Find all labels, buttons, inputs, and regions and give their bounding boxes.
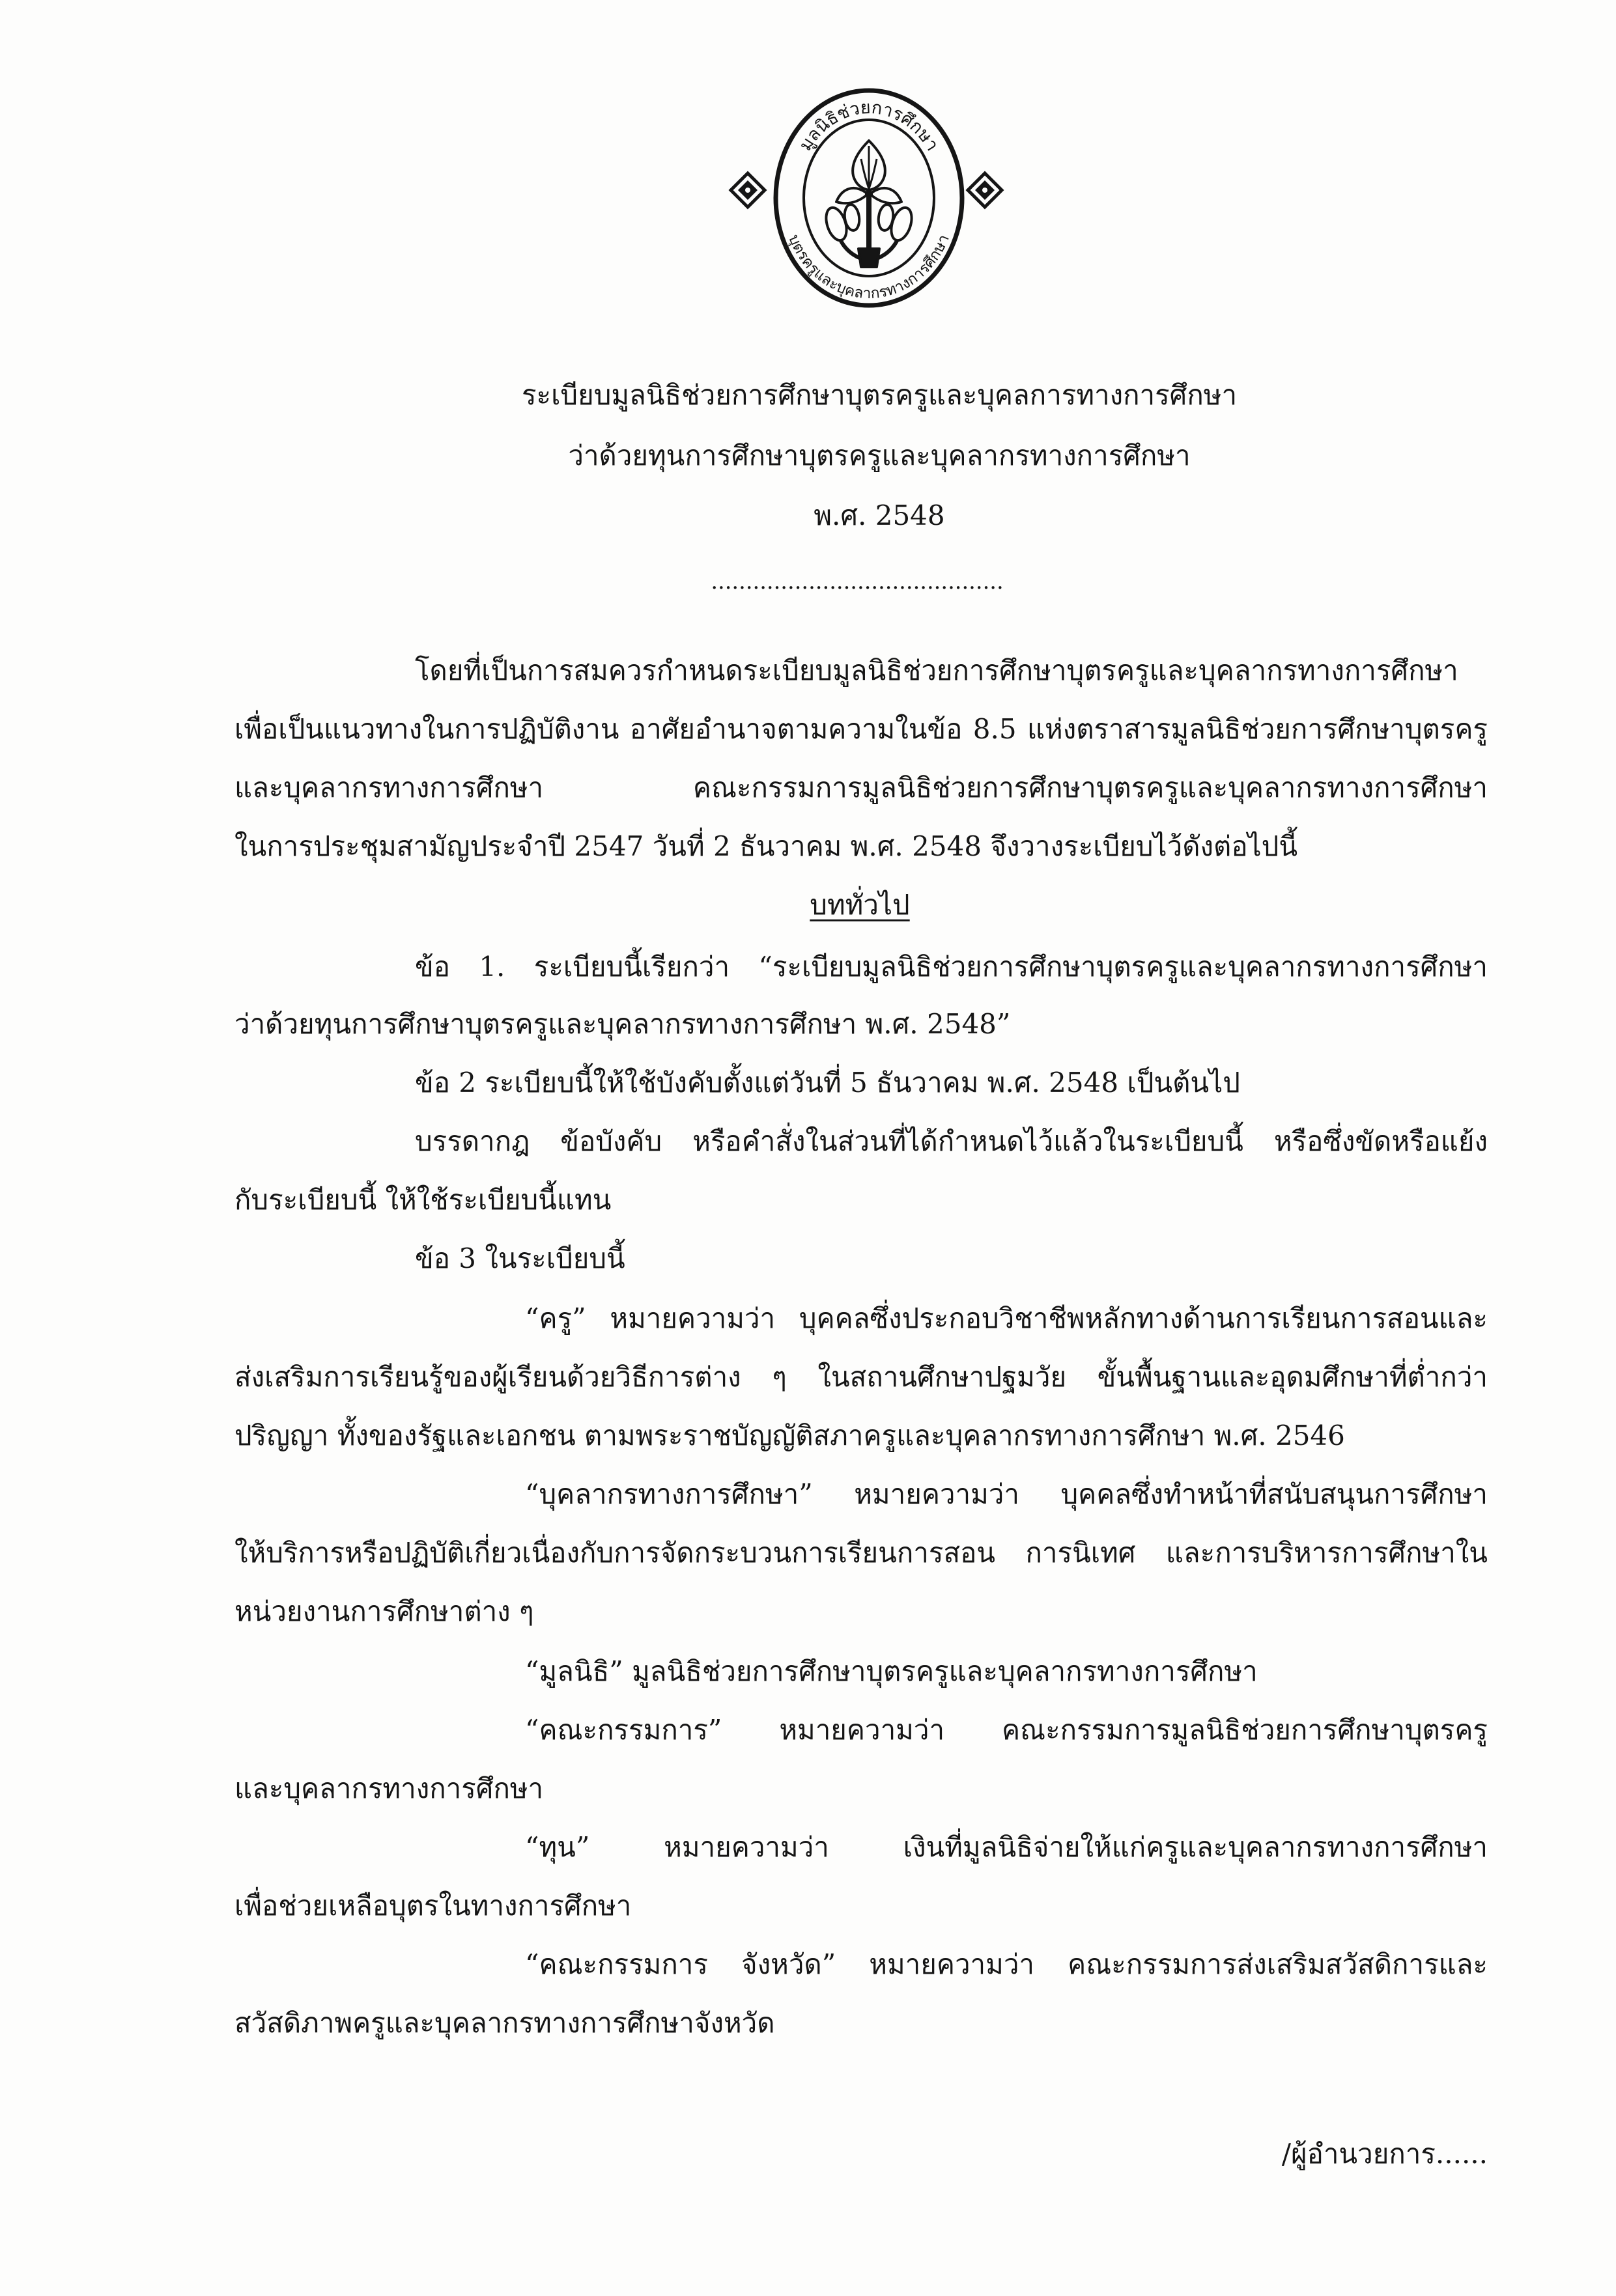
title-line-1: ระเบียบมูลนิธิช่วยการศึกษาบุตรครูและบุคลการทางการศึกษา xyxy=(521,379,1238,411)
clause-1-line: ข้อ 1. ระเบียบนี้เรียกว่า “ระเบียบมูลนิธิช่วยการศึกษาบุตรครูและบุคลากรทางการศึกษา xyxy=(415,951,1488,983)
left-ornament xyxy=(731,173,765,207)
title-line-2: ว่าด้วยทุนการศึกษาบุตรครูและบุคลากรทางการศึกษา xyxy=(568,440,1191,471)
seal-bottom-text: บุตรครูและบุคลากรทางการศึกษา xyxy=(785,232,953,303)
clause-2-line: ข้อ 2 ระเบียบนี้ให้ใช้บังคับตั้งแต่วันที่ 5 ธันวาคม พ.ศ. 2548 เป็นต้นไป xyxy=(415,1067,1240,1099)
definition-teacher-line: ปริญญา ทั้งของรัฐและเอกชน ตามพระราชบัญญัติสภาครูและบุคลากรทางการศึกษา พ.ศ. 2546 xyxy=(234,1420,1345,1451)
title-separator: .......................................... xyxy=(711,568,1004,594)
clause-1-line: ว่าด้วยทุนการศึกษาบุตรครูและบุคลากรทางการศึกษา พ.ศ. 2548” xyxy=(234,1008,1011,1040)
clause-2-line: บรรดากฎ ข้อบังคับ หรือคำสั่งในส่วนที่ได้กำหนดไว้แล้วในระเบียบนี้ หรือซึ่งขัดหรือแย้ง xyxy=(415,1125,1488,1157)
definition-personnel-line: ให้บริการหรือปฏิบัติเกี่ยวเนื่องกับการจัดกระบวนการเรียนการสอน การนิเทศ และการบริหารการศึกษาใน xyxy=(234,1537,1488,1569)
definition-personnel-line: หน่วยงานการศึกษาต่าง ๆ xyxy=(234,1595,534,1627)
clause-3-intro: ข้อ 3 ในระเบียบนี้ xyxy=(415,1242,625,1274)
preamble-line: ในการประชุมสามัญประจำปี 2547 วันที่ 2 ธันวาคม พ.ศ. 2548 จึงวางระเบียบไว้ดังต่อไปนี้ xyxy=(234,830,1298,862)
page-continuation-marker: /ผู้อำนวยการ...... xyxy=(1281,2138,1488,2170)
preamble-line: โดยที่เป็นการสมควรกำหนดระเบียบมูลนิธิช่วยการศึกษาบุตรครูและบุคลากรทางการศึกษา xyxy=(415,654,1458,686)
lotus-torch-emblem xyxy=(823,141,916,267)
definition-committee-line: “คณะกรรมการ” หมายความว่า คณะกรรมการมูลนิธิช่วยการศึกษาบุตรครู xyxy=(525,1714,1488,1746)
definition-teacher-line: ส่งเสริมการเรียนรู้ของผู้เรียนด้วยวิธีการต่าง ๆ ในสถานศึกษาปฐมวัย ขั้นพื้นฐานและอุดมศึกษาที่ต่ำกว่า xyxy=(234,1361,1488,1393)
preamble-line: เพื่อเป็นแนวทางในการปฏิบัติงาน อาศัยอำนาจตามความในข้อ 8.5 แห่งตราสารมูลนิธิช่วยการศึกษาบุตรครู xyxy=(234,713,1488,745)
preamble-line: และบุคลากรทางการศึกษา คณะกรรมการมูลนิธิช่วยการศึกษาบุตรครูและบุคลากรทางการศึกษา xyxy=(234,772,1488,804)
definition-teacher-line: “ครู” หมายความว่า บุคคลซึ่งประกอบวิชาชีพหลักทางด้านการเรียนการสอนและ xyxy=(525,1302,1488,1334)
definition-provincial-committee-line: “คณะกรรมการ จังหวัด” หมายความว่า คณะกรรมการส่งเสริมสวัสดิการและ xyxy=(525,1948,1488,1980)
right-ornament xyxy=(968,173,1002,207)
definition-provincial-committee-line: สวัสดิภาพครูและบุคลากรทางการศึกษาจังหวัด xyxy=(234,2007,775,2039)
seal-top-text: มูลนิธิช่วยการศึกษา xyxy=(795,97,943,155)
clause-2-line: กับระเบียบนี้ ให้ใช้ระเบียบนี้แทน xyxy=(234,1184,612,1216)
definition-scholarship-line: “ทุน” หมายความว่า เงินที่มูลนิธิจ่ายให้แก่ครูและบุคลากรทางการศึกษา xyxy=(525,1831,1488,1863)
definition-personnel-line: “บุคลากรทางการศึกษา” หมายความว่า บุคคลซึ่งทำหน้าที่สนับสนุนการศึกษา xyxy=(525,1478,1488,1510)
definition-committee-line: และบุคลากรทางการศึกษา xyxy=(234,1772,544,1804)
definition-scholarship-line: เพื่อช่วยเหลือบุตรในทางการศึกษา xyxy=(234,1890,632,1922)
foundation-seal xyxy=(716,78,1023,319)
section-heading: บททั่วไป xyxy=(810,889,910,921)
definition-foundation-line: “มูลนิธิ” มูลนิธิช่วยการศึกษาบุตรครูและบุคลากรทางการศึกษา xyxy=(525,1655,1258,1687)
title-year: พ.ศ. 2548 xyxy=(814,499,945,531)
